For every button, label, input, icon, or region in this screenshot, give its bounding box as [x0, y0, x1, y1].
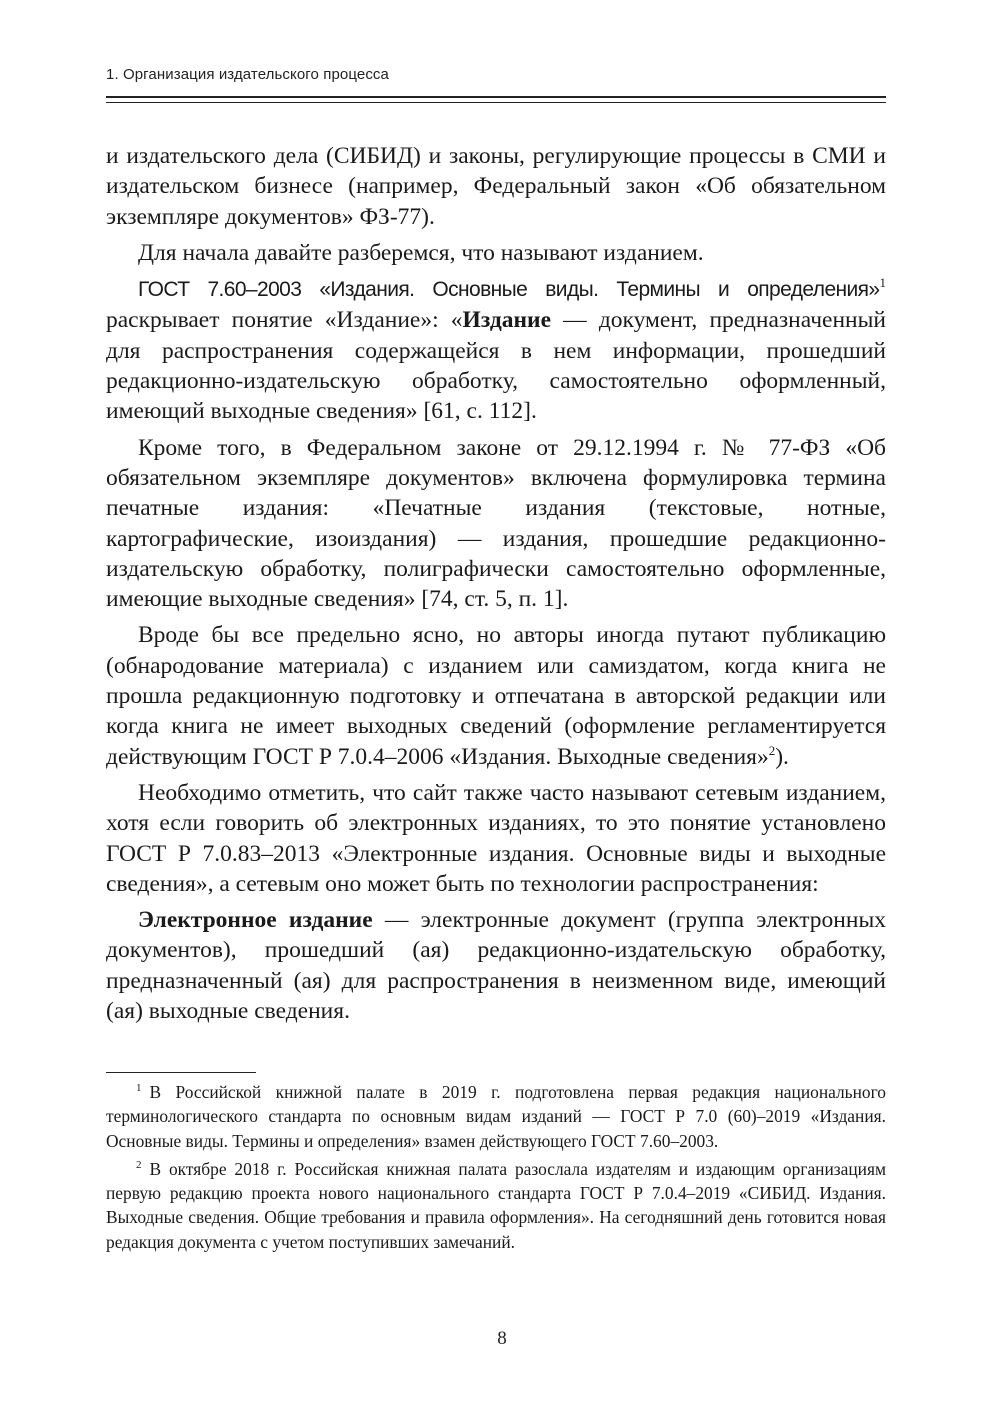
footnote-ref-1: 1	[879, 275, 886, 291]
paragraph-5	[106, 620, 886, 771]
term-electronic-edition: Электронное издание	[138, 907, 373, 934]
header-rule-thick	[106, 96, 886, 98]
paragraph-3-part-c: — документ, предназначенный для распространения содержащейся в нем информации, прошедший редакционно-издательскую обработку, самостоятельно оформленный, имеющий выходные сведения» [61, с. 112].	[106, 307, 886, 425]
page-number: 8	[497, 1328, 507, 1349]
footnote-mark-1: 1	[136, 1082, 142, 1095]
footnote-mark-2: 2	[136, 1159, 142, 1172]
term-izdanie: Издание	[462, 307, 551, 334]
paragraph-6: Необходимо отметить, что сайт также часто называют сетевым изданием, хотя если говорить об электронных изданиях, то это понятие установлено ГОСТ Р 7.0.83–2013 «Электронные издания. Основные виды и выходные сведения», а сетевым оно может быть по технологии распространения:	[106, 779, 886, 897]
paragraph-3-part-b: раскрывает понятие «Издание»: «	[106, 307, 463, 334]
footnote-text-2: В октябре 2018 г. Российская книжная палата разослала издателям и издающим организациям первую редакцию проекта нового национального стандарта ГОСТ Р 7.0.4–2019 «СИБИД. Издания. Выходные сведения. Общие требования и правила оформления». На сегодняшний день готовится новая редакция документа с учетом поступивших замечаний.	[106, 1158, 886, 1252]
paragraph-1: и издательского дела (СИБИД) и законы, регулирующие процессы в СМИ и издательском бизнесе (например, Федеральный закон «Об обязательном экземпляре документов» ФЗ-77).	[106, 143, 886, 230]
footnote-1	[106, 1080, 886, 1153]
paragraph-2: Для начала давайте разберемся, что называют изданием.	[138, 239, 704, 266]
paragraph-5-part-a: Вроде бы все предельно ясно, но авторы иногда путают публикацию (обнародование материала) с изданием или самиздатом, когда книга не прошла редакционную подготовку и отпечатана в авторской редакции или когда книга не имеет выходных сведений (оформление регламентируется действующим ГОСТ Р 7.0.4–2006 «Издания. Выходные сведения»	[106, 622, 886, 770]
main-text	[106, 141, 886, 1032]
paragraph-5-part-b: ).	[775, 743, 789, 770]
footnote-separator	[106, 1072, 256, 1073]
footnote-ref-2: 2	[768, 742, 776, 758]
header-rule-thin	[106, 102, 886, 103]
paragraph-7	[106, 905, 886, 1026]
running-head: 1. Организация издательского процесса	[106, 66, 389, 83]
paragraph-4: Кроме того, в Федеральном законе от 29.12.1994 г. № 77-ФЗ «Об обязательном экземпляре документов» включена формулировка термина печатные издания: «Печатные издания (текстовые, нотные, картографические, изоиздания) — издания, прошедшие редакционно-издательскую обработку, полиграфически самостоятельно оформленные, имеющие выходные сведения» [74, ст. 5, п. 1].	[106, 434, 886, 613]
paragraph-3	[106, 274, 886, 426]
paragraph-7-part-b: — электронные документ (группа электронных документов), прошедший (ая) редакционно-издательскую обработку, предназначенный (ая) для распространения в неизменном виде, имеющий (ая) выходные сведения.	[106, 907, 886, 1025]
gost-title: ГОСТ 7.60–2003 «Издания. Основные виды. Термины и определения»	[138, 278, 880, 302]
footnotes	[106, 1080, 886, 1254]
footnote-2	[106, 1157, 886, 1254]
footnote-text-1: В Российской книжной палате в 2019 г. подготовлена первая редакция национального терминологического стандарта по основным видам изданий — ГОСТ Р 7.0 (60)–2019 «Издания. Основные виды. Термины и определения» взамен действующего ГОСТ 7.60–2003.	[106, 1082, 886, 1151]
